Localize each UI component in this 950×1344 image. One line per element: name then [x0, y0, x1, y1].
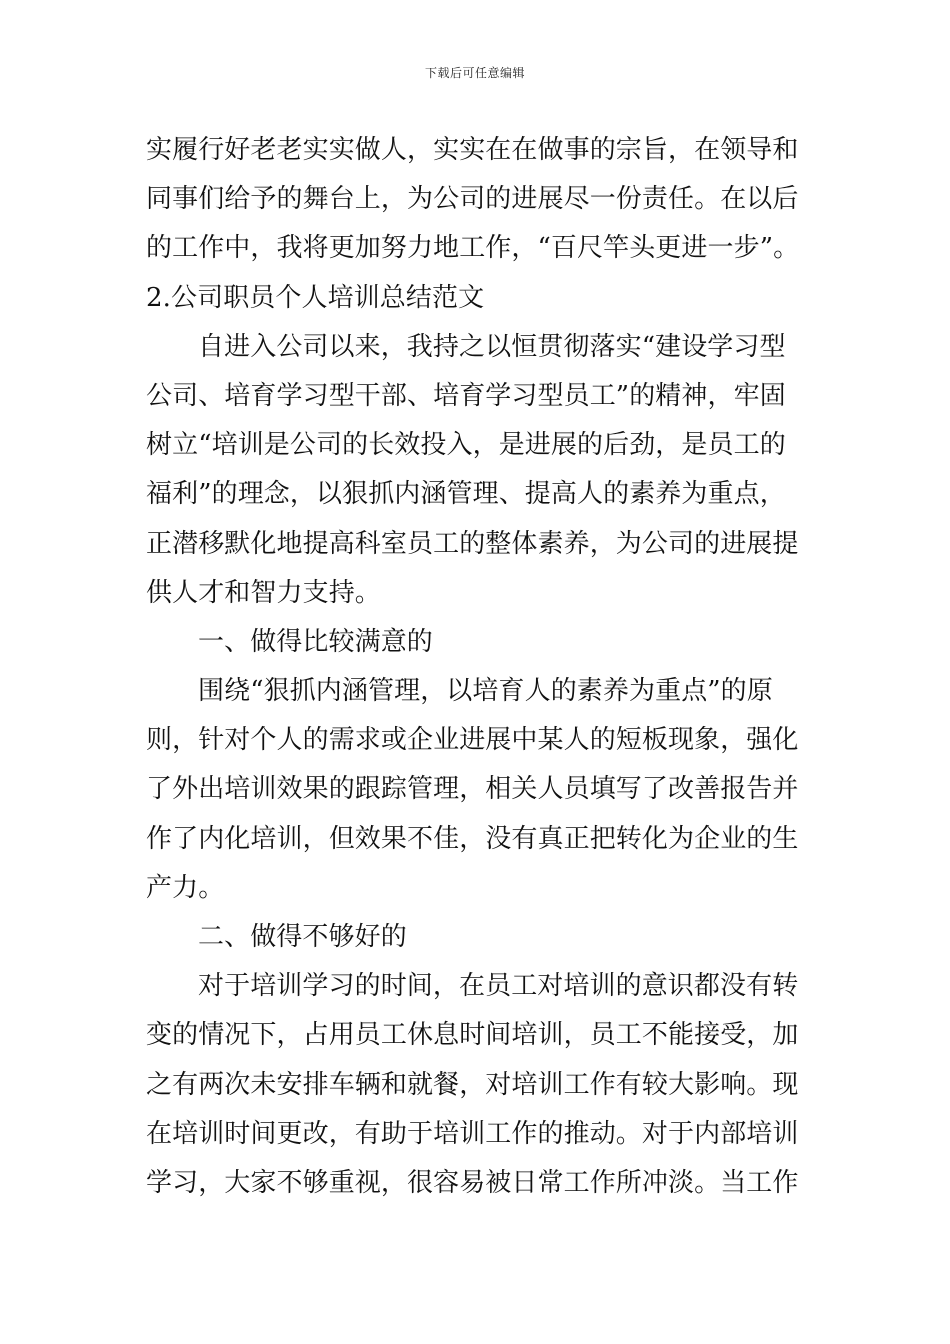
- text-line: 了外出培训效果的跟踪管理，相关人员填写了改善报告并: [146, 774, 799, 805]
- text-line: 的工作中，我将更加努力地工作，“百尺竿头更进一步”。: [146, 233, 800, 264]
- text-line: 围绕“狠抓内涵管理，以培育人的素养为重点”的原: [198, 676, 773, 707]
- document-body: [146, 126, 810, 1208]
- text-line: 则，针对个人的需求或企业进展中某人的短板现象，强化: [146, 725, 799, 756]
- text-line: 正潜移默化地提高科室员工的整体素养，为公司的进展提: [146, 528, 799, 559]
- text-line: 供人才和智力支持。: [146, 577, 381, 608]
- text-line: 变的情况下，占用员工休息时间培训，员工不能接受，加: [146, 1020, 799, 1051]
- text-line: 2.公司职员个人培训总结范文: [146, 282, 485, 313]
- text-line: 之有两次未安排车辆和就餐，对培训工作有较大影响。现: [146, 1069, 799, 1100]
- text-line: 自进入公司以来，我持之以恒贯彻落实“建设学习型: [198, 331, 786, 362]
- text-line: 实履行好老老实实做人，实实在在做事的宗旨，在领导和: [146, 135, 799, 165]
- text-line: 对于培训学习的时间，在员工对培训的意识都没有转: [198, 971, 799, 1002]
- text-line: 产力。: [146, 872, 225, 903]
- text-line: 学习，大家不够重视，很容易被日常工作所冲淡。当工作: [146, 1167, 799, 1198]
- text-line: 福利”的理念，以狠抓内涵管理、提高人的素养为重点，: [146, 479, 786, 510]
- text-line: 公司、培育学习型干部、培育学习型员工”的精神，牢固: [146, 380, 786, 411]
- text-line: 同事们给予的舞台上，为公司的进展尽一份责任。在以后: [146, 184, 799, 215]
- text-line: 在培训时间更改，有助于培训工作的推动。对于内部培训: [146, 1118, 799, 1149]
- text-line: 作了内化培训，但效果不佳，没有真正把转化为企业的生: [146, 823, 799, 854]
- text-line: 树立“培训是公司的长效投入，是进展的后劲，是员工的: [146, 430, 786, 461]
- text-line: 二、做得不够好的: [198, 922, 407, 952]
- page-header: 下载后可任意编辑: [424, 66, 525, 80]
- text-line: 一、做得比较满意的: [198, 626, 433, 657]
